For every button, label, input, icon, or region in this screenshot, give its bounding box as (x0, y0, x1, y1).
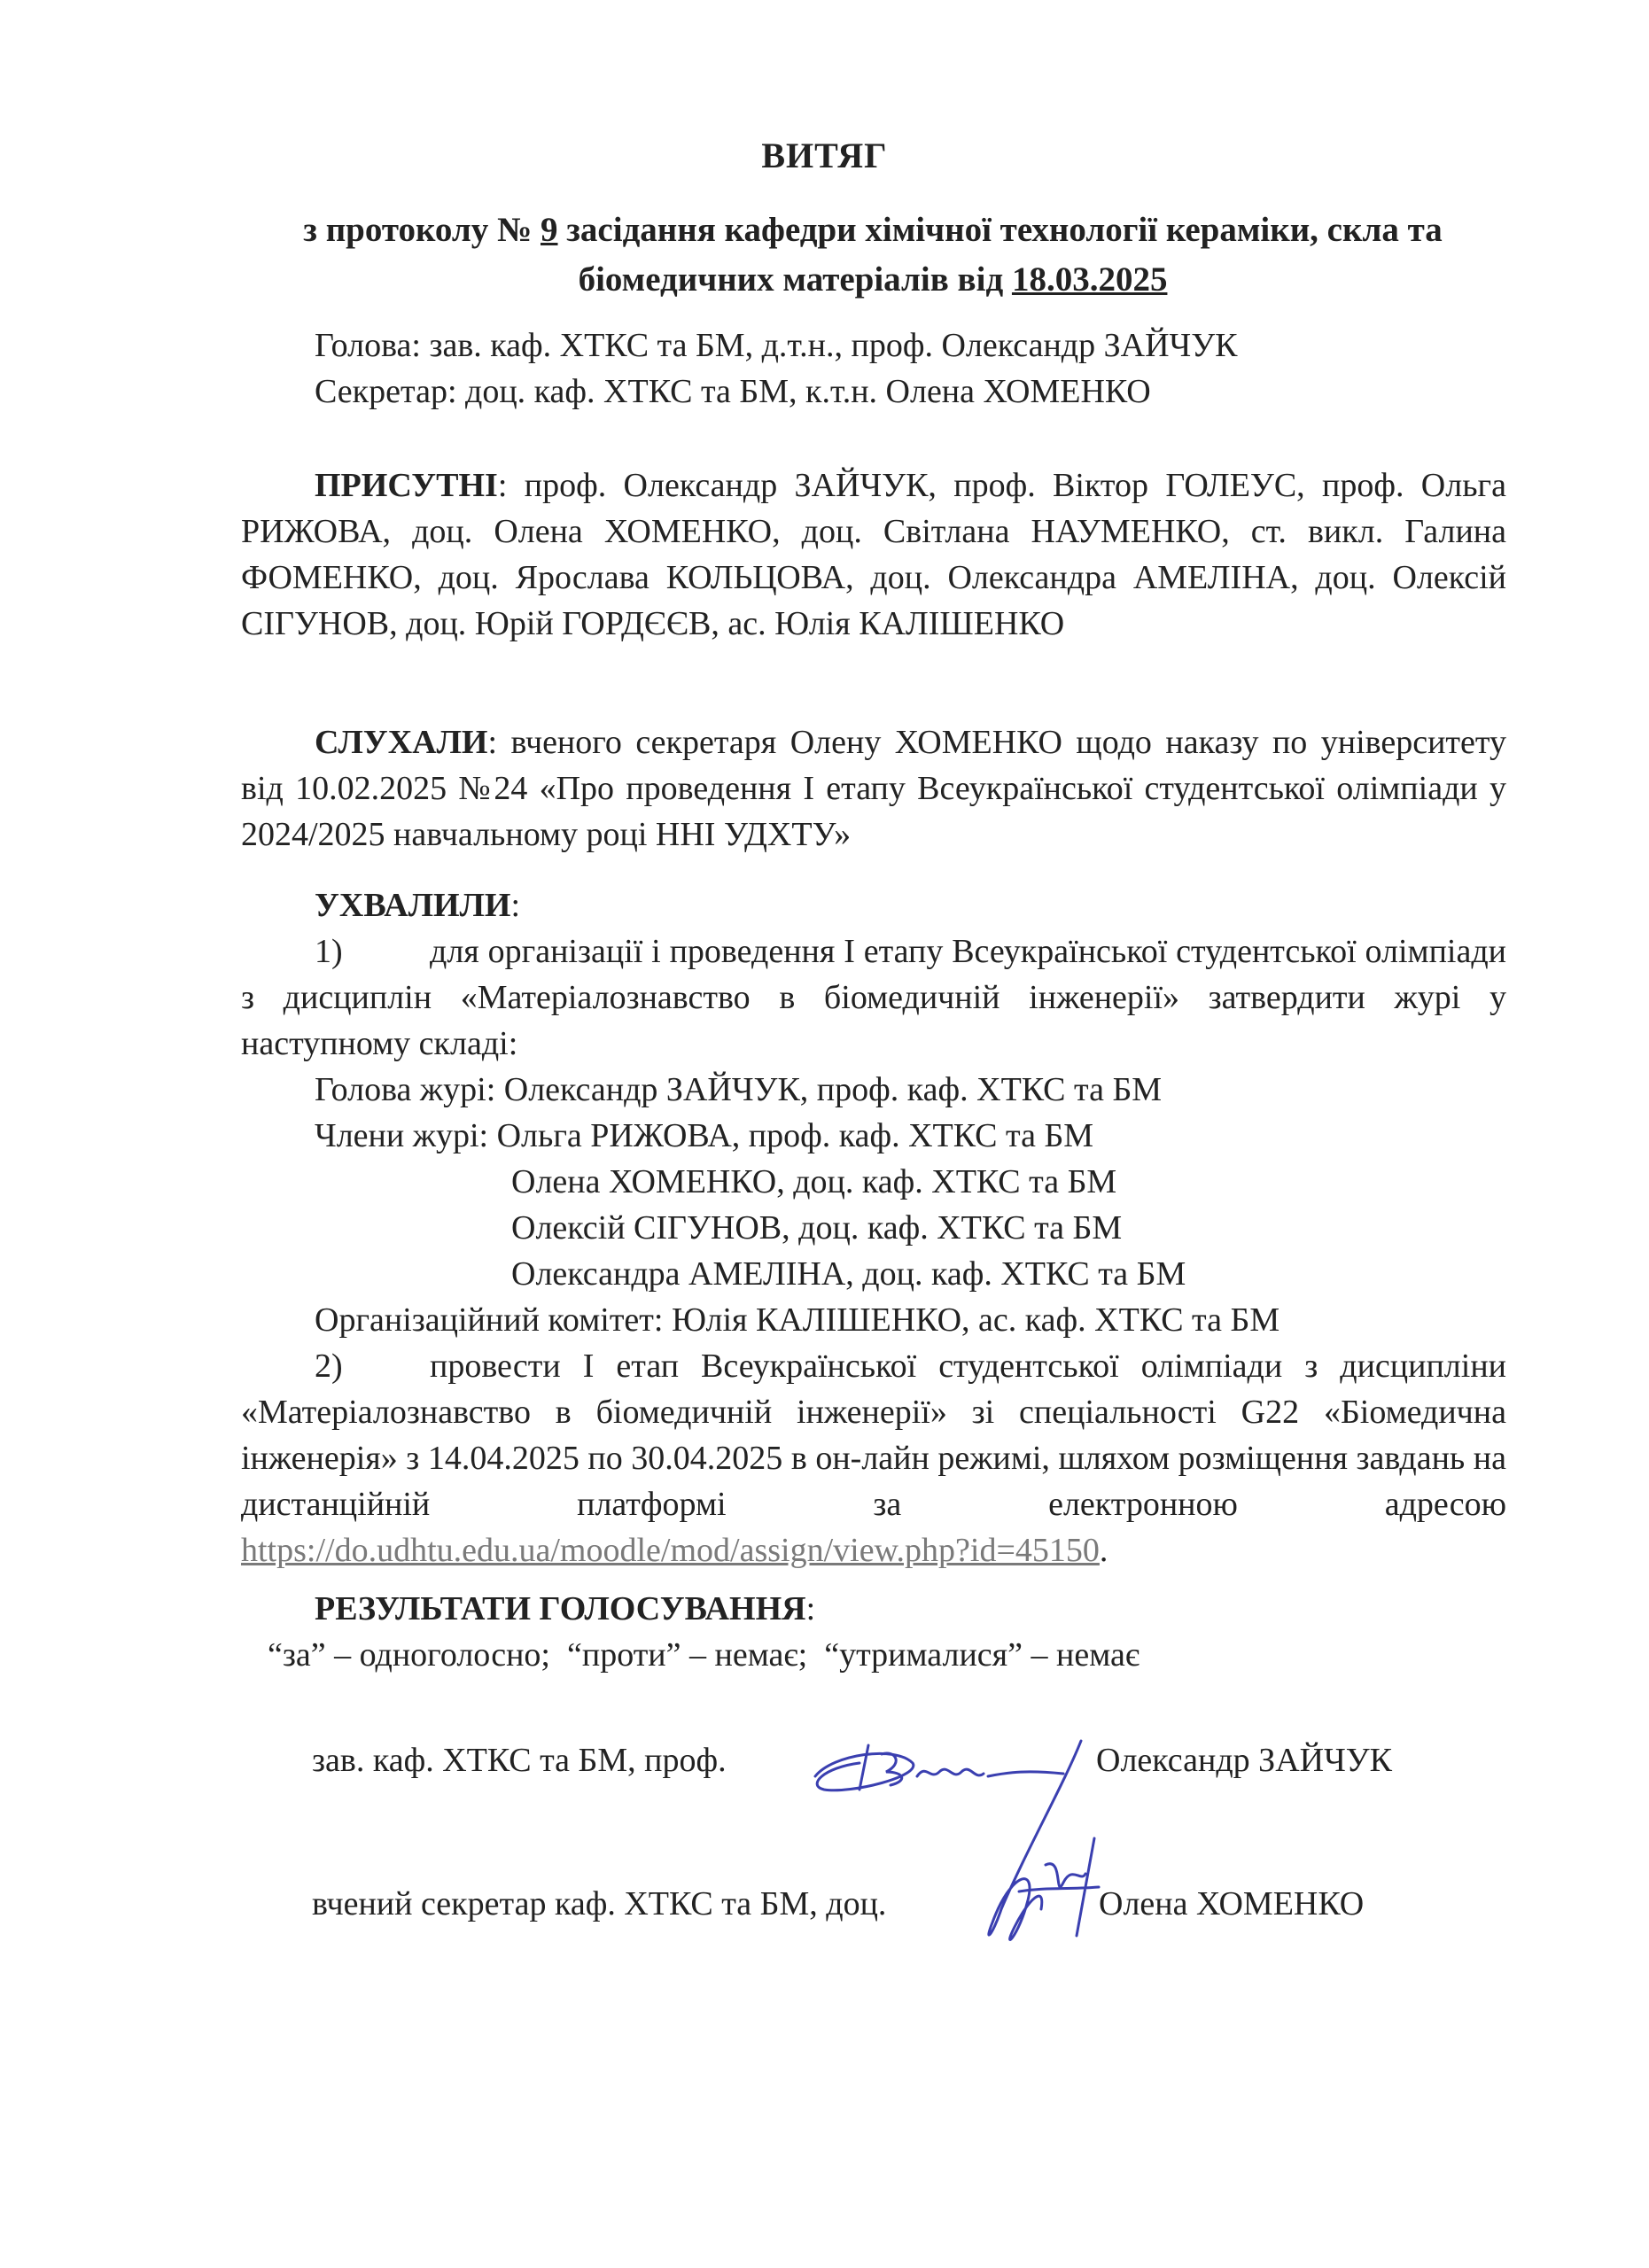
present-section (241, 462, 1506, 647)
signature-position-1: зав. каф. ХТКС та БМ, проф. (312, 1742, 727, 1779)
item-2-text: провести І етап Всеукраїнської студентської олімпіади з дисципліни «Матеріалознавство в біомедичній інженерії» зі спеціальності G22 «Біомедична інженерія» з 14.04.2025 по 30.04.2025 в он-лайн режимі, шляхом розміщення завдань на дистанційній платформі за електронною адресою (241, 1348, 1506, 1523)
jury-head: Голова журі: Олександр ЗАЙЧУК, проф. каф. ХТКС та БМ (315, 1071, 1163, 1108)
chair-line: Голова: зав. каф. ХТКС та БМ, д.т.н., проф. Олександр ЗАЙЧУК (315, 327, 1238, 364)
signature-name-1: Олександр ЗАЙЧУК (1096, 1742, 1393, 1779)
resolved-section (241, 882, 1506, 1573)
resolved-heading (241, 882, 1506, 928)
heard-section (241, 719, 1506, 858)
subtitle-prefix: з протоколу № (303, 211, 541, 249)
voting-results: “за” – одноголосно; “проти” – немає; “утрималися” – немає (268, 1636, 1140, 1674)
voting-heading (241, 1586, 1506, 1632)
signature-name-2: Олена ХОМЕНКО (1099, 1885, 1365, 1922)
document-subtitle (239, 206, 1506, 305)
jury-member: Олександра АМЕЛІНА, доц. каф. ХТКС та БМ (511, 1255, 1186, 1293)
jury-members-label: Члени журі: (315, 1117, 497, 1154)
item-1-number: 1) (315, 933, 343, 970)
protocol-date: 18.03.2025 (1011, 260, 1168, 299)
jury-member-row (241, 1113, 1506, 1159)
voting-colon: : (805, 1590, 816, 1627)
jury-member: Олексій СІГУНОВ, доц. каф. ХТКС та БМ (511, 1209, 1123, 1247)
heard-label: СЛУХАЛИ (315, 724, 488, 761)
resolved-colon: : (510, 887, 521, 924)
heard-text: : вченого секретаря Олену ХОМЕНКО щодо наказу по університету від 10.02.2025 №24 «Про проведення І етапу Всеукраїнської студентської олімпіади у 2024/2025 навчальному році ННІ УДХТУ» (241, 724, 1506, 853)
meeting-officers (241, 322, 1506, 415)
present-text: : проф. Олександр ЗАЙЧУК, проф. Віктор ГОЛЕУС, проф. Ольга РИЖОВА, доц. Олена ХОМЕНКО, доц. Світлана НАУМЕНКО, ст. викл. Галина ФОМЕНКО, доц. Ярослава КОЛЬЦОВА, доц. Олександра АМЕЛІНА, доц. Олексій СІГУНОВ, доц. Юрій ГОРДЄЄВ, ас. Юлія КАЛІШЕНКО (241, 467, 1506, 642)
resolved-item-2 (241, 1343, 1506, 1573)
protocol-number: 9 (541, 211, 558, 249)
subtitle-middle: засідання кафедри хімічної технології кераміки, скла та біомедичних матеріалів від (557, 211, 1443, 299)
resolved-item-1 (241, 928, 1506, 1067)
document-title: ВИТЯГ (761, 136, 888, 175)
handwritten-signature-secretary (930, 1732, 1161, 1962)
jury-member: Ольга РИЖОВА, проф. каф. ХТКС та БМ (496, 1117, 1094, 1154)
olympiad-link[interactable]: https://do.udhtu.edu.ua/moodle/mod/assign/view.php?id=45150 (241, 1532, 1100, 1569)
secretary-line: Секретар: доц. каф. ХТКС та БМ, к.т.н. Олена ХОМЕНКО (315, 373, 1151, 410)
signature-position-2: вчений секретар каф. ХТКС та БМ, доц. (312, 1885, 887, 1922)
org-committee: Організаційний комітет: Юлія КАЛІШЕНКО, ас. каф. ХТКС та БМ (315, 1301, 1280, 1339)
resolved-label: УХВАЛИЛИ (315, 887, 511, 924)
item-1-text: для організації і проведення І етапу Всеукраїнської студентської олімпіади з дисциплін «Матеріалознавство в біомедичній інженерії» затвердити журі у наступному складі: (241, 933, 1506, 1062)
present-label: ПРИСУТНІ (315, 467, 498, 504)
item-2-number: 2) (315, 1348, 343, 1385)
voting-label: РЕЗУЛЬТАТИ ГОЛОСУВАННЯ (315, 1590, 806, 1627)
voting-section (241, 1586, 1506, 1678)
jury-member: Олена ХОМЕНКО, доц. каф. ХТКС та БМ (511, 1163, 1117, 1200)
item-2-end: . (1099, 1532, 1108, 1569)
